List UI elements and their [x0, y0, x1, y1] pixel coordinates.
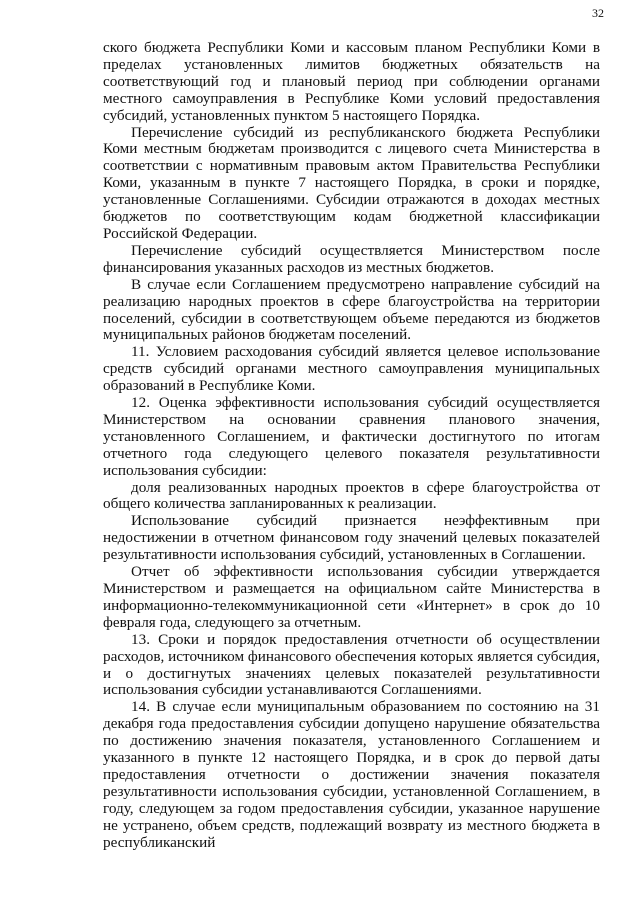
paragraph-transfer-after-financing: Перечисление субсидий осуществляется Министерством после финансирования указанных расходов из местных бюджетов. — [103, 241, 600, 276]
paragraph-item-11: 11. Условием расходования субсидий является целевое использование средств субсидий органами местного самоуправления муниципальных образований в Республике Коми. — [103, 343, 600, 395]
paragraph-item-14: 14. В случае если муниципальным образованием по состоянию на 31 декабря года предоставления субсидии допущено нарушение обязательства по достижению значения показателя, установленного Соглашением и указанного в пункте 12 настоящего Порядка, и в срок до первой даты предоставления отчетности о достижении значения показателя результативности использования субсидии, установленной Соглашением, в году, следующем за годом предоставления субсидии, указанное нарушение не устранено, объем средств, подлежащий возврату из местного бюджета в республиканский — [103, 698, 600, 851]
paragraph-continuation: ского бюджета Республики Коми и кассовым планом Республики Коми в пределах установленных лимитов бюджетных обязательств на соответствующий год и плановый период при соблюдении органами местного самоуправления в Республике Коми условий предоставления субсидий, установленных пунктом 5 настоящего Порядка. — [103, 39, 600, 124]
paragraph-item-12: 12. Оценка эффективности использования субсидий осуществляется Министерством на основании сравнения планового значения, установленного Соглашением, и фактически достигнутого по итогам отчетного года следующего целевого показателя результативности использования субсидии: — [103, 394, 600, 479]
page-number: 32 — [592, 6, 604, 20]
paragraph-ineffective-use: Использование субсидий признается неэффективным при недостижении в отчетном финансовом году значений целевых показателей результативности использования субсидий, установленных в Соглашении. — [103, 512, 600, 564]
paragraph-indicator: доля реализованных народных проектов в сфере благоустройства от общего количества запланированных к реализации. — [103, 478, 600, 513]
paragraph-people-projects: В случае если Соглашением предусмотрено направление субсидий на реализацию народных проектов в сфере благоустройства на территории поселений, субсидии в соответствующем объеме передаются из бюджетов муниципальных районов бюджетам поселений. — [103, 275, 600, 344]
document-body — [103, 40, 600, 852]
paragraph-item-13: 13. Сроки и порядок предоставления отчетности об осуществлении расходов, источником финансового обеспечения которых является субсидия, и о достигнутых значениях целевых показателей результативности использования субсидии устанавливаются Соглашениями. — [103, 630, 600, 699]
paragraph-transfer-procedure: Перечисление субсидий из республиканского бюджета Республики Коми местным бюджетам производится с лицевого счета Министерства в соответствии с нормативным правовым актом Правительства Республики Коми, указанным в пункте 7 настоящего Порядка, в сроки и порядке, установленные Соглашениями. Субсидии отражаются в доходах местных бюджетов по соответствующим кодам бюджетной классификации Российской Федерации. — [103, 123, 600, 242]
paragraph-report: Отчет об эффективности использования субсидии утверждается Министерством и размещается на официальном сайте Министерства в информационно-телекоммуникационной сети «Интернет» в срок до 10 февраля года, следующего за отчетным. — [103, 563, 600, 631]
